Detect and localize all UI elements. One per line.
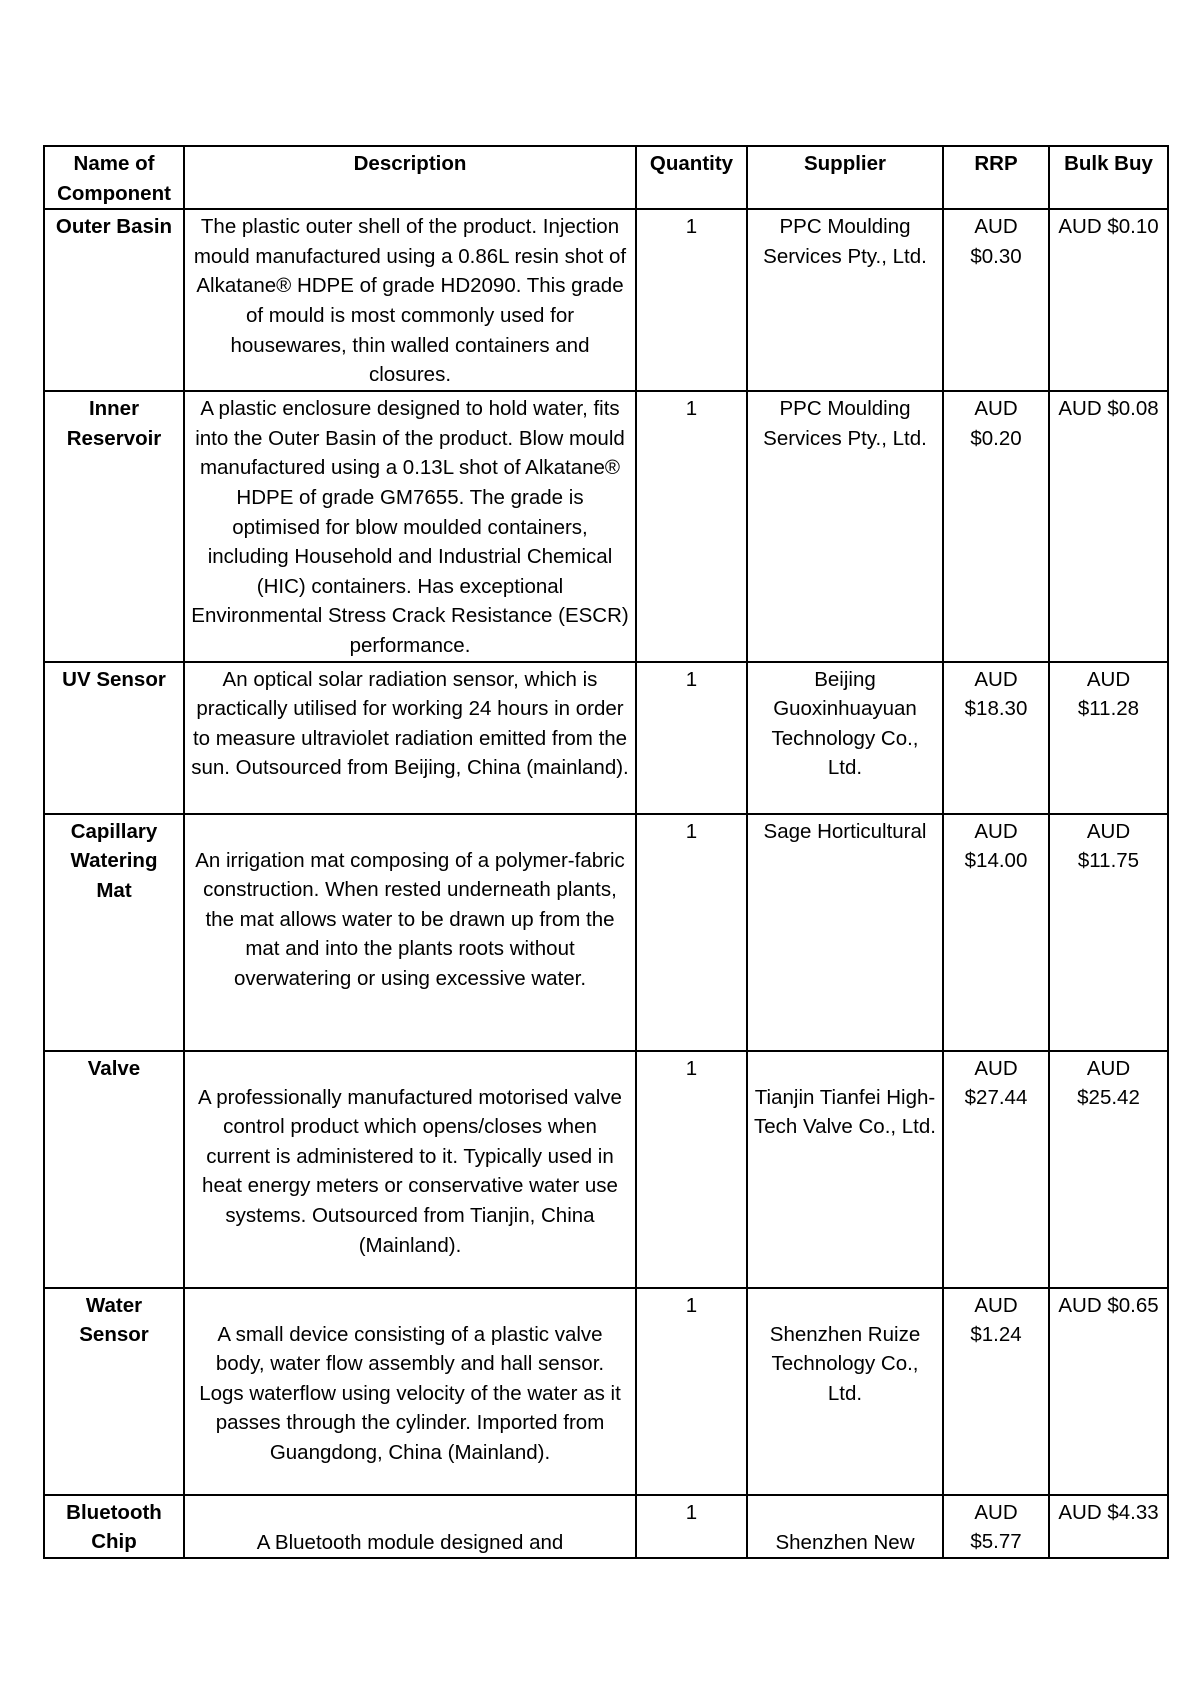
component-supplier: PPC Moulding Services Pty., Ltd.: [747, 209, 943, 391]
component-bulk-buy: AUD $11.75: [1049, 814, 1168, 1051]
component-name: Valve: [44, 1051, 184, 1288]
header-quantity: Quantity: [636, 146, 747, 209]
component-name: UV Sensor: [44, 662, 184, 814]
component-quantity: 1: [636, 1288, 747, 1495]
header-rrp: RRP: [943, 146, 1049, 209]
table-row: [44, 209, 1168, 391]
component-description: A small device consisting of a plastic valve body, water flow assembly and hall sensor. Logs waterflow using velocity of the water as it passes through the cylinder. Imported from Guangdong, China (Mainland).: [184, 1288, 636, 1495]
component-rrp: AUD $18.30: [943, 662, 1049, 814]
component-bulk-buy: AUD $0.10: [1049, 209, 1168, 391]
component-description: An irrigation mat composing of a polymer-fabric construction. When rested underneath plants, the mat allows water to be drawn up from the mat and into the plants roots without overwatering or using excessive water.: [184, 814, 636, 1051]
component-description: A professionally manufactured motorised valve control product which opens/closes when current is administered to it. Typically used in heat energy meters or conservative water use systems. Outsourced from Tianjin, China (Mainland).: [184, 1051, 636, 1288]
header-supplier: Supplier: [747, 146, 943, 209]
header-bulk-buy: Bulk Buy: [1049, 146, 1168, 209]
component-supplier: PPC Moulding Services Pty., Ltd.: [747, 391, 943, 661]
component-quantity: 1: [636, 662, 747, 814]
component-bulk-buy: AUD $4.33: [1049, 1495, 1168, 1559]
component-rrp: AUD $0.20: [943, 391, 1049, 661]
component-supplier: Sage Horticultural: [747, 814, 943, 1051]
component-description: A Bluetooth module designed and: [184, 1495, 636, 1559]
table-row: [44, 1495, 1168, 1559]
component-rrp: AUD $27.44: [943, 1051, 1049, 1288]
component-rrp: AUD $14.00: [943, 814, 1049, 1051]
component-rrp: AUD $1.24: [943, 1288, 1049, 1495]
table-row: [44, 1288, 1168, 1495]
component-name: Inner Reservoir: [44, 391, 184, 661]
component-bulk-buy: AUD $11.28: [1049, 662, 1168, 814]
components-table-container: [43, 145, 1167, 1559]
component-rrp: AUD $5.77: [943, 1495, 1049, 1559]
table-row: [44, 662, 1168, 814]
components-table: [43, 145, 1169, 1559]
component-description: The plastic outer shell of the product. Injection mould manufactured using a 0.86L resin shot of Alkatane® HDPE of grade HD2090. This grade of mould is most commonly used for housewares, thin walled containers and closures.: [184, 209, 636, 391]
header-description: Description: [184, 146, 636, 209]
header-row: [44, 146, 1168, 209]
component-name: Outer Basin: [44, 209, 184, 391]
component-quantity: 1: [636, 391, 747, 661]
component-description: A plastic enclosure designed to hold water, fits into the Outer Basin of the product. Blow mould manufactured using a 0.13L shot of Alkatane® HDPE of grade GM7655. The grade is optimised for blow moulded containers, including Household and Industrial Chemical (HIC) containers. Has exceptional Environmental Stress Crack Resistance (ESCR) performance.: [184, 391, 636, 661]
component-bulk-buy: AUD $25.42: [1049, 1051, 1168, 1288]
table-row: [44, 1051, 1168, 1288]
component-rrp: AUD $0.30: [943, 209, 1049, 391]
component-supplier: Shenzhen New: [747, 1495, 943, 1559]
component-quantity: 1: [636, 1495, 747, 1559]
component-quantity: 1: [636, 814, 747, 1051]
component-name: Water Sensor: [44, 1288, 184, 1495]
component-name: Bluetooth Chip: [44, 1495, 184, 1559]
component-quantity: 1: [636, 209, 747, 391]
table-row: [44, 814, 1168, 1051]
component-description: An optical solar radiation sensor, which is practically utilised for working 24 hours in order to measure ultraviolet radiation emitted from the sun. Outsourced from Beijing, China (mainland).: [184, 662, 636, 814]
component-bulk-buy: AUD $0.65: [1049, 1288, 1168, 1495]
component-supplier: Shenzhen Ruize Technology Co., Ltd.: [747, 1288, 943, 1495]
component-quantity: 1: [636, 1051, 747, 1288]
table-row: [44, 391, 1168, 661]
header-name: Name of Component: [44, 146, 184, 209]
component-supplier: Beijing Guoxinhuayuan Technology Co., Ltd.: [747, 662, 943, 814]
component-bulk-buy: AUD $0.08: [1049, 391, 1168, 661]
component-supplier: Tianjin Tianfei High-Tech Valve Co., Ltd.: [747, 1051, 943, 1288]
component-name: Capillary Watering Mat: [44, 814, 184, 1051]
